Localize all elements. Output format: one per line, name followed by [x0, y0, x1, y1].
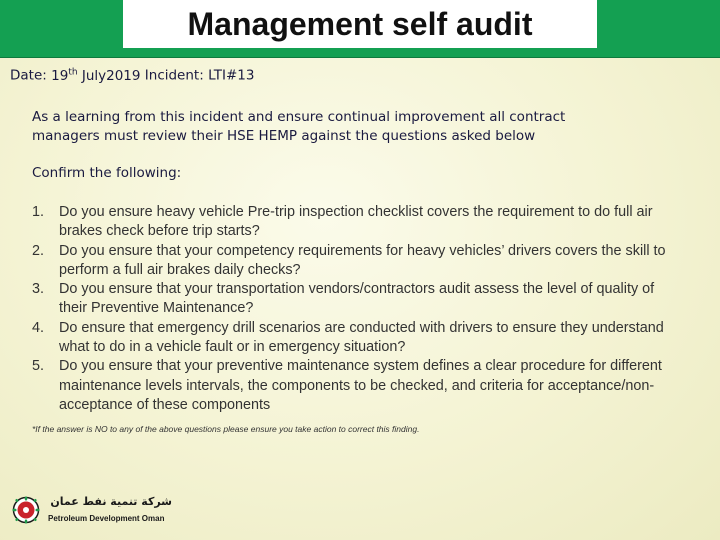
- question-text: Do you ensure that your preventive maintenance system defines a clear procedure for different maintenance levels intervals, the components to be checked, and criteria for acceptance/non-acceptance of these components: [59, 358, 662, 413]
- question-number: 5.: [32, 358, 45, 375]
- question-item: [32, 357, 682, 415]
- date-day: 19: [51, 67, 69, 84]
- date-incident-line: [10, 67, 254, 84]
- page-title: Management self audit: [187, 6, 533, 42]
- question-item: [32, 319, 682, 358]
- incident-label: Incident:: [144, 67, 204, 84]
- company-logo: [12, 496, 172, 528]
- question-text: Do you ensure that your transportation vendors/contractors audit assess the level of quality of their Preventive Maintenance?: [59, 281, 655, 317]
- questions-list: [32, 203, 682, 415]
- confirm-heading: Confirm the following:: [32, 165, 182, 181]
- incident-value: LTI#13: [208, 67, 255, 84]
- intro-line-2: managers must review their HSE HEMP against the questions asked below: [32, 128, 536, 144]
- footnote: *If the answer is NO to any of the above questions please ensure you take action to correct this finding.: [32, 424, 420, 434]
- question-text: Do you ensure heavy vehicle Pre-trip inspection checklist covers the requirement to do full air brakes check before trip starts?: [59, 204, 653, 240]
- title-box: [123, 0, 597, 48]
- question-item: [32, 280, 682, 319]
- title-bar: [0, 0, 720, 58]
- question-item: [32, 203, 682, 242]
- intro-line-1: As a learning from this incident and ensure continual improvement all contract: [32, 109, 566, 125]
- question-number: 2.: [32, 242, 45, 259]
- question-number: 3.: [32, 281, 45, 298]
- date-suffix: th: [68, 67, 78, 77]
- pdo-logo-icon: [12, 496, 40, 524]
- question-text: Do you ensure that your competency requirements for heavy vehicles’ drivers covers the skill to perform a full air brakes daily checks?: [59, 242, 666, 278]
- logo-english-text: Petroleum Development Oman: [48, 514, 165, 523]
- question-text: Do ensure that emergency drill scenarios are conducted with drivers to ensure they understand what to do in a vehicle fault or in emergency situation?: [59, 319, 664, 356]
- date-label: Date:: [10, 67, 47, 84]
- date-value: [51, 68, 140, 84]
- question-number: 4.: [32, 319, 45, 336]
- intro-paragraph: [32, 108, 682, 146]
- question-item: [32, 242, 682, 281]
- logo-arabic-text: شركة تنمية نفط عمان: [50, 495, 172, 508]
- date-rest: July2019: [81, 67, 141, 84]
- question-number: 1.: [32, 204, 45, 220]
